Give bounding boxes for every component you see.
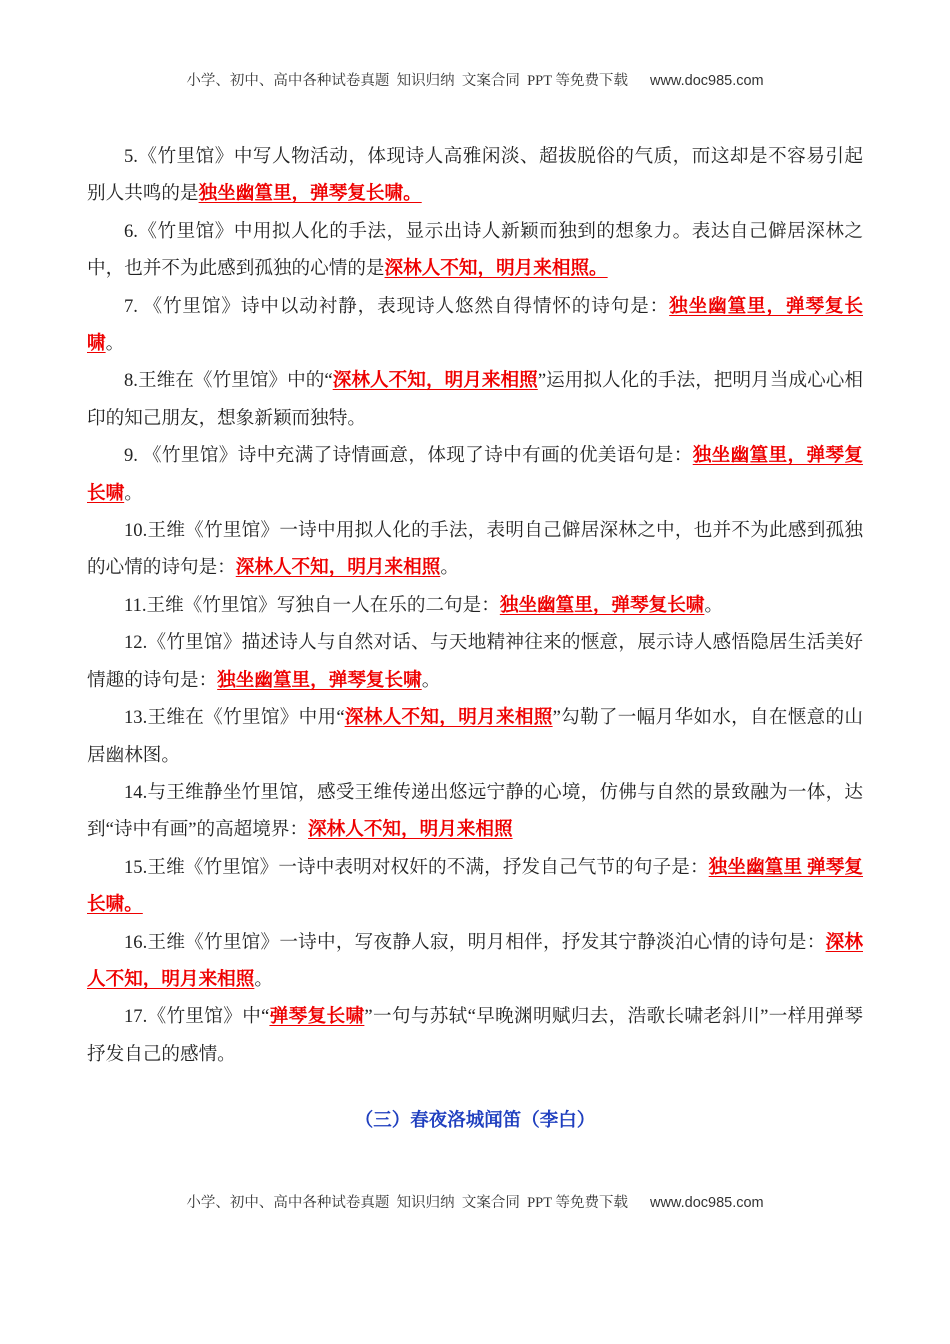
answer-text: 深林人不知，明月来相照。	[384, 258, 608, 280]
question-text: 。	[124, 482, 143, 504]
question-text: 。	[704, 594, 723, 616]
question-item	[87, 213, 863, 288]
answer-text: 深林人不知，明月来相照	[332, 370, 538, 392]
question-text: 6.《竹里馆》中用拟人化的手法，显示出诗人新颖而独到的想象力。表达自己僻居深林之中，也并不为此感到孤独的心情的是	[87, 220, 863, 280]
answer-text: 弹琴复长啸	[269, 1006, 365, 1028]
question-text: 15.王维《竹里馆》一诗中表明对权奸的不满，抒发自己气节的句子是：	[124, 856, 709, 878]
question-item	[87, 587, 863, 624]
question-text: 17.《竹里馆》中“	[124, 1006, 270, 1028]
answer-text: 深林人不知，明月来相照	[308, 819, 513, 841]
answer-text: 独坐幽篁里，弹琴复长啸	[87, 295, 863, 355]
answer-text: 深林人不知，明月来相照	[344, 707, 553, 729]
question-list	[87, 138, 863, 1073]
question-text: ”勾勒了一幅月华如水，自在惬意的山居幽林图。	[87, 707, 863, 766]
page-footer	[0, 1191, 950, 1212]
question-item	[87, 512, 863, 587]
answer-text: 独坐幽篁里 弹琴复长啸。	[87, 856, 864, 916]
answer-text: 独坐幽篁里，弹琴复长啸。	[198, 183, 422, 205]
answer-text: 独坐幽篁里，弹琴复长啸	[217, 669, 422, 691]
answer-text: 深林人不知，明月来相照	[87, 931, 863, 990]
question-item	[87, 288, 863, 363]
page-header	[0, 69, 950, 90]
question-text: ”一句与苏轼“早晚渊明赋归去，浩歌长啸老斜川”一样用弹琴抒发自己的感情。	[87, 1006, 864, 1065]
question-text: 13.王维在《竹里馆》中用“	[124, 707, 345, 729]
question-text: 。	[421, 669, 441, 691]
question-item	[87, 924, 863, 999]
answer-text: 深林人不知，明月来相照	[235, 557, 441, 579]
question-item	[87, 624, 863, 699]
answer-text: 独坐幽篁里，弹琴复长啸	[499, 594, 705, 616]
question-item	[87, 362, 863, 437]
question-text: 。	[105, 333, 125, 355]
question-text: ”运用拟人化的手法，把明月当成心心相印的知己朋友，想象新颖而独特。	[87, 370, 863, 429]
footer-text: 小学、初中、高中各种试卷真题 知识归纳 文案合同 PPT 等免费下载	[186, 1195, 628, 1211]
question-item	[87, 774, 863, 849]
question-text: 7. 《竹里馆》诗中以动衬静，表现诗人悠然自得情怀的诗句是：	[124, 295, 670, 317]
question-item	[87, 699, 863, 774]
question-item	[87, 849, 863, 924]
question-text: 11.王维《竹里馆》写独自一人在乐的二句是：	[124, 594, 500, 616]
question-text: 12.《竹里馆》描述诗人与自然对话、与天地精神往来的惬意，展示诗人感悟隐居生活美好情趣的诗句是：	[87, 632, 863, 691]
question-item	[87, 437, 863, 512]
question-item	[87, 138, 863, 213]
question-item	[87, 998, 863, 1073]
footer-url: www.doc985.com	[649, 1195, 764, 1211]
question-text: 。	[254, 968, 273, 990]
question-text: 8.王维在《竹里馆》中的“	[124, 370, 333, 392]
question-text: 。	[440, 557, 459, 579]
header-url: www.doc985.com	[649, 73, 764, 89]
question-text: 5.《竹里馆》中写人物活动，体现诗人高雅闲淡、超拔脱俗的气质，而这却是不容易引起别人共鸣的是	[87, 146, 863, 205]
question-text: 10.王维《竹里馆》一诗中用拟人化的手法，表明自己僻居深林之中，也并不为此感到孤独的心情的诗句是：	[87, 520, 863, 579]
question-text: 9. 《竹里馆》诗中充满了诗情画意，体现了诗中有画的优美语句是：	[124, 445, 693, 467]
question-text: 14.与王维静坐竹里馆，感受王维传递出悠远宁静的心境，仿佛与自然的景致融为一体，达到“诗中有画”的高超境界：	[87, 781, 863, 841]
answer-text: 独坐幽篁里，弹琴复长啸	[87, 445, 863, 504]
section-title: （三）春夜洛城闻笛（李白）	[354, 1111, 596, 1131]
question-text: 16.王维《竹里馆》一诗中，写夜静人寂，明月相伴，抒发其宁静淡泊心情的诗句是：	[124, 931, 826, 953]
header-text: 小学、初中、高中各种试卷真题 知识归纳 文案合同 PPT 等免费下载	[186, 73, 628, 89]
